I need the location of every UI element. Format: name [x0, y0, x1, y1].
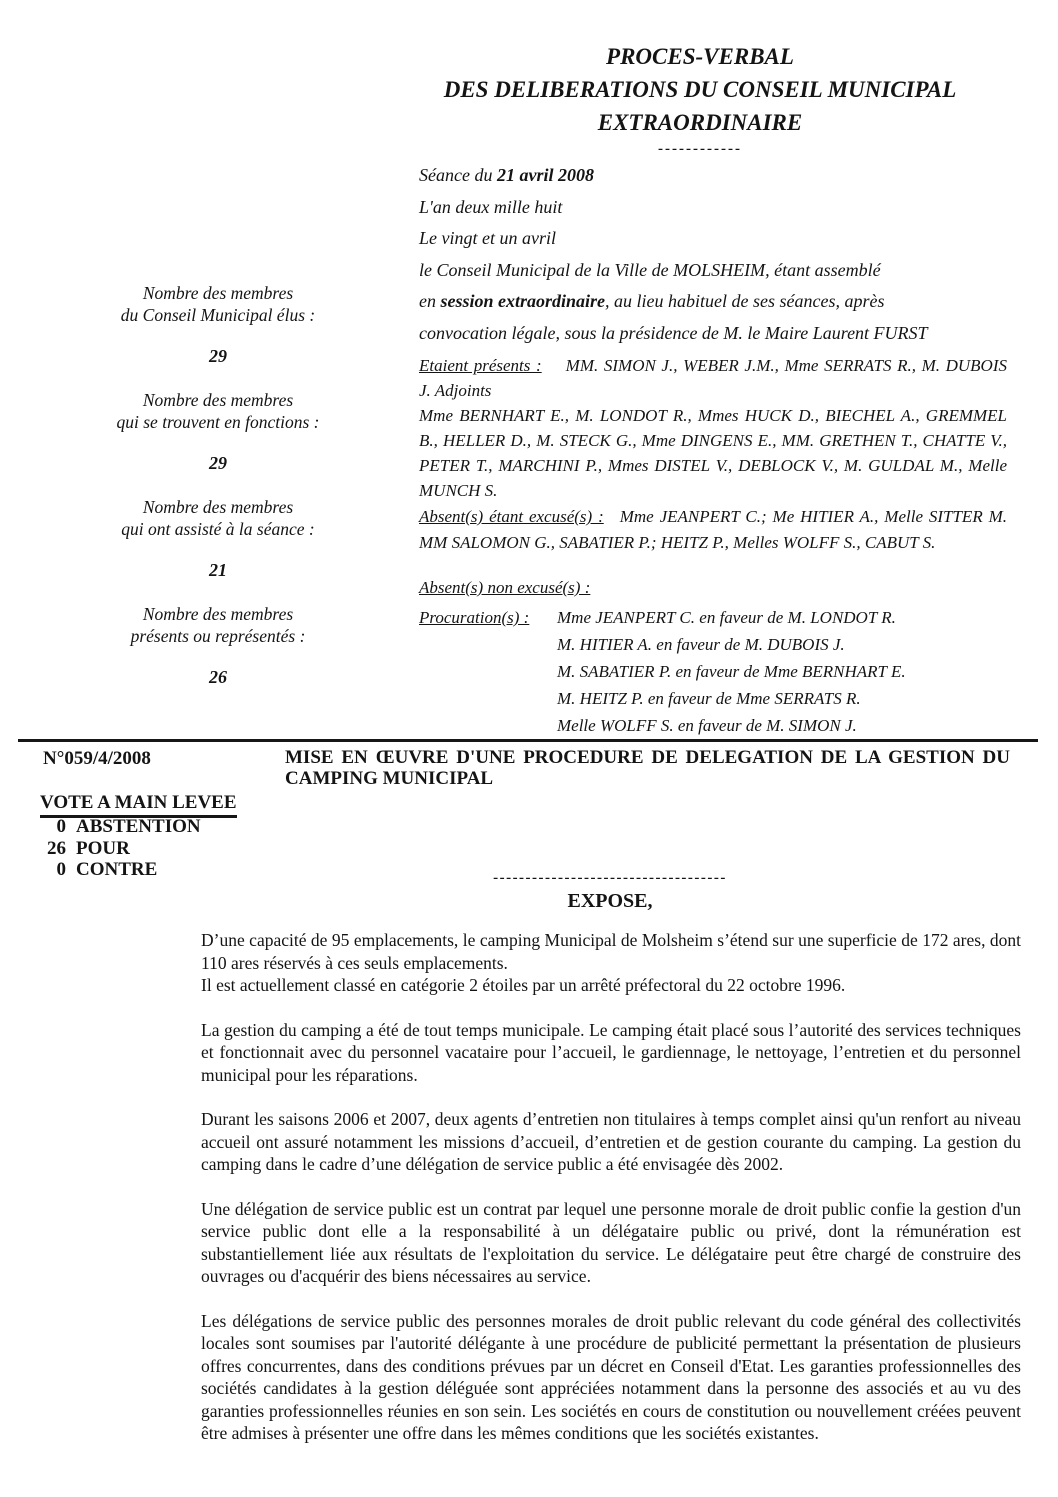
member-count-label: Nombre des membres du Conseil Municipal élus : [120, 283, 316, 325]
seance-date-line [419, 160, 1011, 192]
document-title-line: DES DELIBERATIONS DU CONSEIL MUNICIPAL [443, 77, 957, 102]
member-count-value: 29 [209, 453, 227, 473]
expose-paragraph [201, 1198, 1021, 1288]
deliberation-title-line1: MISE EN ŒUVRE D'UNE PROCEDURE DE DELEGATION DE LA GESTION DU [285, 747, 1010, 768]
vote-count: 26 [47, 837, 66, 859]
expose-dashed-separator: ------------------------------------ [493, 870, 727, 886]
session-line-extraordinaire: en session extraordinaire, au lieu habituel de ses séances, après [419, 291, 885, 311]
expose-heading: EXPOSE, [567, 890, 653, 912]
vote-heading: VOTE A MAIN LEVEE [40, 792, 237, 818]
seance-prefix: Séance du [419, 165, 497, 185]
seance-date: 21 avril 2008 [496, 165, 594, 185]
expose-paragraph [201, 929, 1021, 997]
vote-results [40, 816, 201, 881]
expose-paragraphs [201, 929, 1021, 1467]
expose-paragraph [201, 1310, 1021, 1445]
deliberation-title-line2: CAMPING MUNICIPAL [285, 767, 494, 789]
header-dashed-separator: ------------ [658, 141, 742, 157]
procurations-block [419, 604, 1025, 739]
vote-label: ABSTENTION [76, 816, 201, 837]
absents-excused-label: Absent(s) étant excusé(s) : [419, 507, 604, 526]
section-divider-rule [18, 739, 1038, 742]
procuration-line: Melle WOLFF S. en faveur de M. SIMON J. [557, 716, 857, 735]
deliberation-number: N°059/4/2008 [43, 748, 151, 769]
member-counts [30, 282, 406, 710]
member-count-item [30, 389, 406, 474]
procuration-line: M. SABATIER P. en faveur de Mme BERNHART E. [557, 662, 906, 681]
expose-paragraph [201, 1019, 1021, 1087]
vote-label: CONTRE [76, 859, 158, 880]
vote-label: POUR [76, 837, 130, 859]
member-count-item [30, 603, 406, 688]
procurations-list [557, 604, 906, 739]
paragraph-line: Les délégations de service public des personnes morales de droit public relevant du code général des collectivités locales sont soumises par l'autorité délégante à une procédure de publicité permettant la présentation de plusieurs offres concurrentes, dans des conditions prévues par un décret en Conseil d'Etat. Les garanties professionnelles des sociétés candidates à la gestion déléguée sont appréciées notamment dans la personne des associés et au vu des garanties professionnelles réunies en son sein. Les sociétés en cours de constitution ou nouvellement créées peuvent être admises à présenter une offre dans les mêmes conditions que les sociétés existantes. [201, 1310, 1021, 1443]
document-title [420, 40, 980, 139]
absents-excused-names: Mme JEANPERT C.; Me HITIER A., Melle SITTER M. MM SALOMON G., SABATIER P.; HEITZ P., Melles WOLFF S., CABUT S. [419, 507, 1007, 552]
member-count-label: Nombre des membres qui se trouvent en fonctions : [116, 390, 320, 432]
procurations-label: Procuration(s) : [419, 608, 530, 627]
member-count-label: Nombre des membres présents ou représentés : [130, 604, 306, 646]
presents-block [419, 353, 1007, 503]
vote-count: 0 [56, 859, 66, 880]
deliberation-title [285, 748, 1010, 789]
session-block [419, 160, 1011, 349]
presents-adjoints: MM. SIMON J., WEBER J.M., Mme SERRATS R., M. DUBOIS J. Adjoints [419, 356, 1007, 400]
absents-not-excused-block [419, 578, 590, 598]
vote-count: 0 [56, 816, 66, 837]
vote-row [40, 816, 201, 838]
session-intro-lines [419, 192, 1011, 287]
procuration-line: Mme JEANPERT C. en faveur de M. LONDOT R. [557, 608, 896, 627]
expose-paragraph [201, 1108, 1021, 1176]
paragraph-line: Une délégation de service public est un contrat par lequel une personne morale de droit public confie la gestion d'un service public dont elle a la responsabilité à un délégataire public ou privé, dont la rémunération est substantiellement liée aux résultats de l'exploitation du service. Le délégataire peut être chargé de construire des ouvrages ou d'acquérir des biens nécessaires au service. [201, 1198, 1021, 1286]
session-line: le Conseil Municipal de la Ville de MOLSHEIM, étant assemblé [419, 259, 881, 280]
session-line: L'an deux mille huit [419, 196, 563, 217]
paragraph-line: Il est actuellement classé en catégorie 2 étoiles par un arrêté préfectoral du 22 octobre 1996. [201, 975, 846, 995]
member-count-value: 21 [209, 560, 227, 580]
procuration-line: M. HEITZ P. en faveur de Mme SERRATS R. [557, 689, 861, 708]
document-header [420, 40, 980, 158]
paragraph-line: Durant les saisons 2006 et 2007, deux agents d’entretien non titulaires à temps complet ainsi qu'un renfort au niveau accueil ont assuré notamment les missions d’accueil, d’entretien et de gestion courante du camping. La gestion du camping dans le cadre d’une délégation de service public a été envisagée dès 2002. [201, 1109, 1021, 1174]
vote-row [40, 838, 201, 860]
member-count-item [30, 282, 406, 367]
member-count-label: Nombre des membres qui ont assisté à la séance : [121, 497, 315, 539]
presents-second-group: Mme BERNHART E., M. LONDOT R., Mmes HUCK D., BIECHEL A., GREMMEL B., HELLER D., M. STECK G., Mme DINGENS E., MM. GRETHEN T., CHATTE V., PETER T., MARCHINI P., Mmes DISTEL V., DEBLOCK V., M. GULDAL M., Melle MUNCH S. [419, 406, 1007, 500]
member-count-value: 26 [209, 667, 227, 687]
vote-row [40, 859, 201, 881]
member-count-value: 29 [209, 346, 227, 366]
paragraph-line: La gestion du camping a été de tout temps municipale. Le camping était placé sous l’autorité des services techniques et fonctionnait avec du personnel vacataire pour l’accueil, le gardiennage, le nettoyage, l’entretien et du personnel municipal pour les réparations. [201, 1019, 1021, 1085]
procuration-line: M. HITIER A. en faveur de M. DUBOIS J. [557, 635, 845, 654]
session-line-convocation: convocation légale, sous la présidence de M. le Maire Laurent FURST [419, 322, 928, 343]
member-count-item [30, 496, 406, 581]
paragraph-line: D’une capacité de 95 emplacements, le camping Municipal de Molsheim s’étend sur une superficie de 172 ares, dont 110 ares réservés à ces seuls emplacements. [201, 930, 1021, 973]
document-title-line: PROCES-VERBAL [606, 44, 794, 69]
absents-excused-block [419, 504, 1007, 556]
session-extraordinaire-bold: session extraordinaire [440, 291, 606, 311]
session-line: Le vingt et un avril [419, 228, 556, 248]
document-title-line: EXTRAORDINAIRE [597, 110, 803, 135]
presents-first-group [419, 353, 1007, 403]
presents-label: Etaient présents : [419, 356, 542, 375]
absents-not-excused-label: Absent(s) non excusé(s) : [419, 578, 591, 597]
